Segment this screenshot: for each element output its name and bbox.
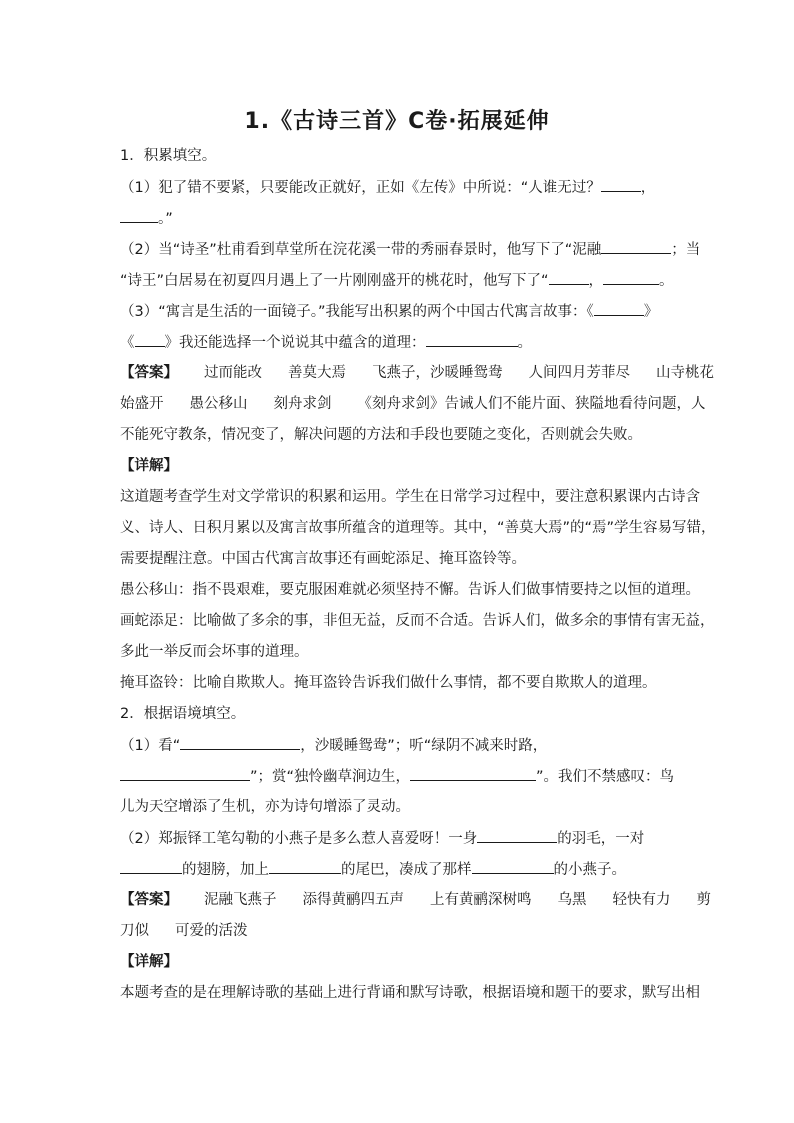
blank-field[interactable] xyxy=(549,270,589,285)
q2-answer-line1: 【答案】 泥融飞燕子 添得黄鹂四五声 上有黄鹂深树鸣 乌黑 轻快有力 剪 xyxy=(120,892,711,908)
q2-item1-line3: 儿为天空增添了生机，亦为诗句增添了灵动。 xyxy=(120,799,410,815)
q2-item2-line1: （2）郑振铎工笔勾勒的小燕子是多么惹人喜爱呀！一身 的羽毛，一对 xyxy=(120,828,644,849)
q1-item2-line1: （2）当“诗圣”杜甫看到草堂所在浣花溪一带的秀丽春景时，他写下了“泥融 ；当 xyxy=(120,239,700,260)
blank-field[interactable] xyxy=(594,301,644,316)
blank-field[interactable] xyxy=(120,859,182,874)
q1-answer-line1: 【答案】 过而能改 善莫大焉 飞燕子，沙暖睡鸳鸯 人间四月芳菲尽 山寺桃花 xyxy=(120,365,714,381)
q1-detail-line: 画蛇添足：比喻做了多余的事，非但无益，反而不合适。告诉人们，做多余的事情有害无益， xyxy=(120,613,715,629)
blank-field[interactable] xyxy=(269,859,341,874)
page-title: 1.《古诗三首》C卷·拓展延伸 xyxy=(244,109,550,134)
q2-answer-line2: 刀似 可爱的活泼 xyxy=(120,923,248,939)
blank-field[interactable] xyxy=(135,332,165,347)
blank-field[interactable] xyxy=(601,239,671,254)
q1-item2-line2: “诗王”白居易在初夏四月遇上了一片刚刚盛开的桃花时，他写下了“ ， 。 xyxy=(120,270,674,291)
q1-item1-line2: 。” xyxy=(120,208,173,229)
q1-detail-line: 多此一举反而会坏事的道理。 xyxy=(120,644,309,660)
q2-item1-line2: ”；赏“独怜幽草涧边生， ”。我们不禁感叹：鸟 xyxy=(120,766,674,787)
q2-heading: 2．根据语境填空。 xyxy=(120,706,246,722)
blank-field[interactable] xyxy=(180,735,300,750)
blank-field[interactable] xyxy=(603,270,659,285)
answer-label: 【答案】 xyxy=(120,365,178,381)
q2-item1-line1: （1）看“ ，沙暖睡鸳鸯”；听“绿阴不减来时路， xyxy=(120,735,547,756)
blank-field[interactable] xyxy=(410,766,536,781)
q2-item2-line2: 的翅膀，加上 的尾巴，凑成了那样 的小燕子。 xyxy=(120,859,626,880)
answer-label: 【答案】 xyxy=(120,892,178,908)
q1-item3-line1: （3）“寓言是生活的一面镜子。”我能写出积累的两个中国古代寓言故事：《 》 xyxy=(120,301,658,322)
q1-item3-line2: 《 》我还能选择一个说说其中蕴含的道理： 。 xyxy=(120,332,532,353)
blank-field[interactable] xyxy=(426,332,518,347)
q2-detail-line: 本题考查的是在理解诗歌的基础上进行背诵和默写诗歌，根据语境和题干的要求，默写出相 xyxy=(120,985,700,1001)
q1-detail-line: 这道题考查学生对文学常识的积累和运用。学生在日常学习过程中，要注意积累课内古诗含 xyxy=(120,489,700,505)
blank-field[interactable] xyxy=(477,828,557,843)
q1-detail-label: 【详解】 xyxy=(120,458,178,474)
q1-item1-line1: （1）犯了错不要紧，只要能改正就好，正如《左传》中所说：“人谁无过？ ， xyxy=(120,177,655,198)
blank-field[interactable] xyxy=(472,859,554,874)
blank-field[interactable] xyxy=(120,766,250,781)
blank-field[interactable] xyxy=(120,208,158,223)
blank-field[interactable] xyxy=(601,177,641,192)
q1-answer-line2: 始盛开 愚公移山 刻舟求剑 《刻舟求剑》告诫人们不能片面、狭隘地看待问题，人 xyxy=(120,396,706,412)
q2-detail-label: 【详解】 xyxy=(120,954,178,970)
q1-detail-line: 需要提醒注意。中国古代寓言故事还有画蛇添足、掩耳盗铃等。 xyxy=(120,551,526,567)
q1-heading: 1．积累填空。 xyxy=(120,148,217,164)
q1-detail-line: 掩耳盗铃：比喻自欺欺人。掩耳盗铃告诉我们做什么事情，都不要自欺欺人的道理。 xyxy=(120,675,657,691)
q1-detail-line: 愚公移山：指不畏艰难，要克服困难就必须坚持不懈。告诉人们做事情要持之以恒的道理。 xyxy=(120,582,700,598)
q1-detail-line: 义、诗人、日积月累以及寓言故事所蕴含的道理等。其中，“善莫大焉”的“焉”学生容易写错， xyxy=(120,520,716,536)
q1-answer-line3: 不能死守教条，情况变了，解决问题的方法和手段也要随之变化，否则就会失败。 xyxy=(120,427,642,443)
